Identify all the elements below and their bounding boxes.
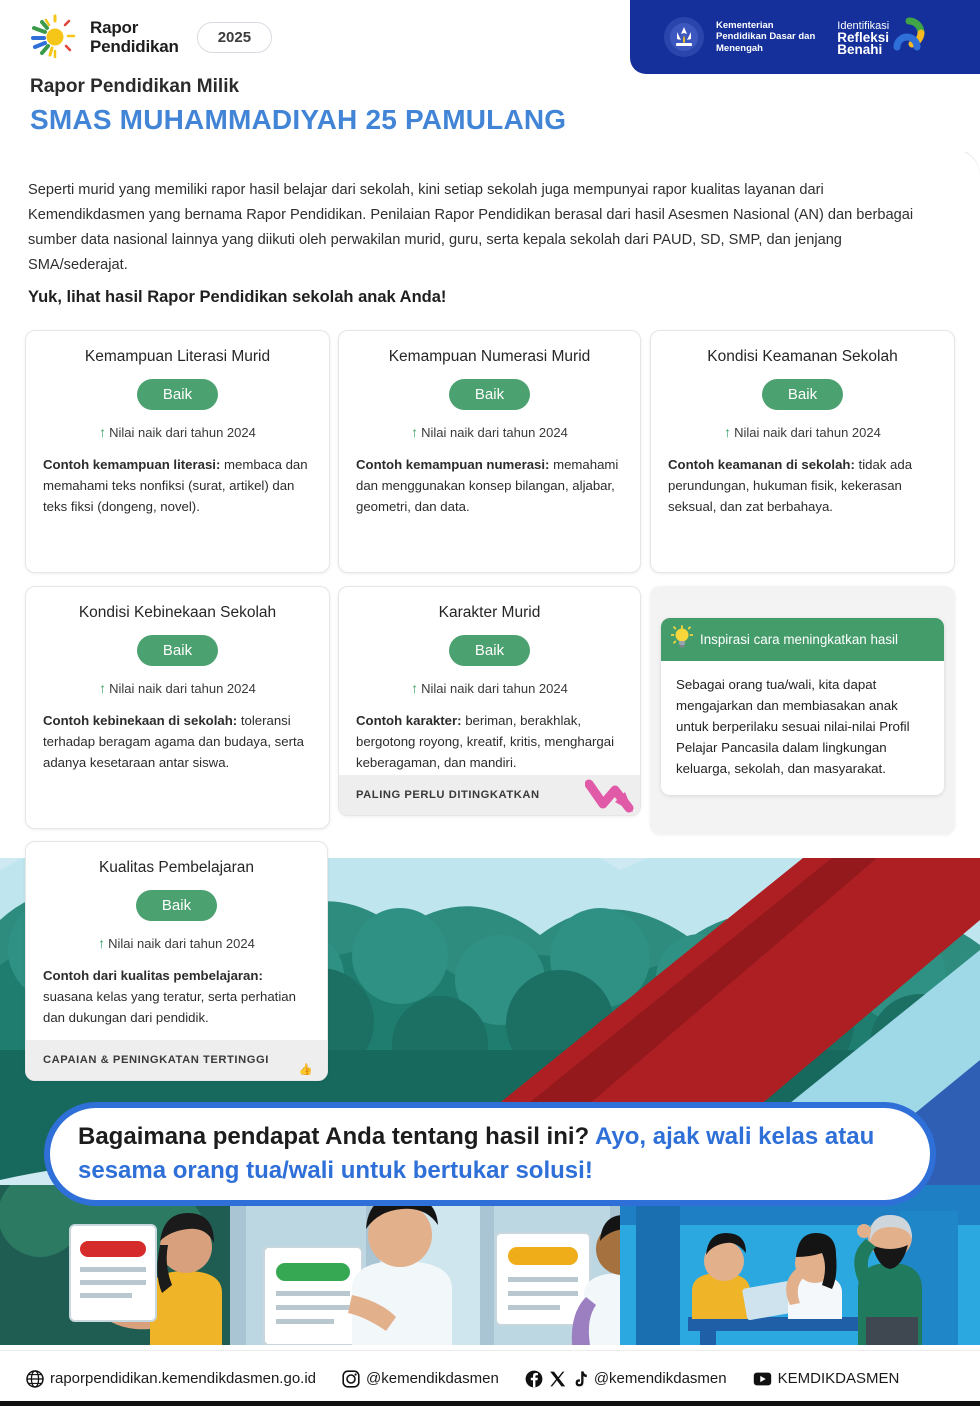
trend-label: Nilai naik dari tahun 2024 [109,681,256,696]
example-label: Contoh kebinekaan di sekolah: [43,713,238,728]
report-card-yellow [496,1233,590,1325]
inspiration-body: Sebagai orang tua/wali, kita dapat mengajarkan dan membiasakan anak untuk berperilaku sesuai nilai-nilai Profil Pelajar Pancasila dalam lingkungan keluarga, sekolah, dan masyarakat. [661,661,944,795]
status-badge: Baik [137,635,218,666]
trend-label: Nilai naik dari tahun 2024 [734,425,881,440]
tut-wuri-handayani-emblem [664,17,704,57]
card-title: Kemampuan Numerasi Murid [388,348,591,365]
trend-row [339,424,640,440]
card-footer-label: CAPAIAN & PENINGKATAN TERTINGGI [43,1054,269,1066]
report-card-red [70,1225,156,1321]
students-and-parents-illustration [0,1185,980,1345]
report-card-green [264,1247,362,1345]
brand-name [90,18,179,56]
indicator-card-literasi[interactable] [25,330,330,573]
indicator-card-keamanan[interactable] [650,330,955,573]
cta-text-highlight: Ayo, ajak wali kelas atau sesama orang tua/wali untuk bertukar solusi! [78,1123,875,1184]
cta-text [78,1120,902,1188]
example-text: memahami dan menggunakan konsep bilangan, aljabar, geometri, dan data. [356,457,619,514]
footer-instagram-label: @kemendikdasmen [366,1370,499,1387]
ministry-line-1: Kementerian [716,19,774,31]
brand-line-2: Pendidikan [90,37,179,56]
example-text: suasana kelas yang teratur, serta perhatian dan dukungan dari pendidik. [43,989,296,1025]
trend-row [339,680,640,696]
badge-wrap [26,635,329,666]
indicator-card-kebinekaan[interactable] [25,586,330,829]
school-name: SMAS MUHAMMADIYAH 25 PAMULANG [30,104,567,135]
card-title: Kualitas Pembelajaran [98,859,255,876]
cta-text-plain: Bagaimana pendapat Anda tentang hasil ini? [78,1123,595,1150]
status-badge: Baik [449,379,530,410]
footer-social-handle: @kemendikdasmen [593,1370,727,1387]
ministry-banner [630,0,980,74]
footer-youtube[interactable] [753,1370,900,1388]
person-teacher-green [854,1215,922,1345]
lightbulb-icon [671,625,693,654]
example-label: Contoh dari kualitas pembelajaran: [43,968,263,983]
irb-program-logo [837,15,926,60]
irb-line-1: Identifikasi [837,19,890,32]
footer-youtube-label: KEMDIKDASMEN [777,1370,900,1387]
arrow-up-icon: ↑ [724,424,732,440]
trend-label: Nilai naik dari tahun 2024 [108,936,255,951]
card-example [43,965,310,1028]
tiktok-icon [572,1370,588,1388]
badge-wrap [651,379,954,410]
irb-line-2: Refleksi [837,30,890,46]
facebook-icon [525,1370,543,1388]
trend-row [26,935,327,951]
intro-cta-heading: Yuk, lihat hasil Rapor Pendidikan sekolah anak Anda! [28,288,447,306]
irb-line-3: Benahi [837,41,883,57]
arrow-up-icon: ↑ [98,935,106,951]
footer-instagram[interactable] [342,1370,499,1388]
example-text: tidak ada perundungan, hukuman fisik, kekerasan seksual, dan zat berbahaya. [668,457,913,514]
card-title: Kondisi Keamanan Sekolah [707,348,898,365]
cta-banner[interactable] [44,1102,936,1206]
example-text: toleransi terhadap beragam agama dan budaya, serta adanya kesetaraan antar siswa. [43,713,305,770]
globe-icon [26,1370,44,1388]
status-badge: Baik [136,890,217,921]
footer-website[interactable] [26,1370,316,1388]
card-title: Kemampuan Literasi Murid [84,348,271,365]
example-text: membaca dan memahami teks nonfiksi (surat, artikel) dan teks fiksi (dongeng, novel). [43,457,308,514]
arrow-up-icon: ↑ [411,424,419,440]
indicator-card-numerasi[interactable] [338,330,641,573]
card-footer-label: PALING PERLU DITINGKATKAN [356,789,540,801]
pink-down-arrow-icon [585,778,641,820]
example-label: Contoh kemampuan literasi: [43,457,221,472]
brand-line-1: Rapor [90,18,139,37]
page-footer [0,1350,980,1406]
example-label: Contoh kemampuan numerasi: [356,457,550,472]
indicator-card-kualitas[interactable] [25,841,328,1081]
bottom-bar [0,1401,980,1406]
example-label: Contoh keamanan di sekolah: [668,457,855,472]
arrow-up-icon: ↑ [99,680,107,696]
people-scene-svg [0,1185,980,1345]
youtube-icon [753,1370,772,1388]
trend-row [651,424,954,440]
cta-inner [50,1108,930,1200]
ministry-line-3: Menengah [716,42,763,54]
brand-row [30,14,272,60]
card-example [43,710,312,773]
card-footer-badge [26,1040,327,1080]
badge-wrap [339,635,640,666]
card-example [356,710,623,773]
ministry-line-2: Pendidikan Dasar dan [716,31,816,43]
card-title: Karakter Murid [438,604,541,621]
example-label: Contoh karakter: [356,713,462,728]
irb-circle-icon [892,15,926,60]
card-title: Kondisi Kebinekaan Sekolah [78,604,277,621]
badge-wrap [26,890,327,921]
inspiration-header-label: Inspirasi cara meningkatkan hasil [700,632,898,647]
example-text: beriman, berakhlak, bergotong royong, kreatif, kritis, menghargai keberagaman, dan mandiri. [356,713,615,770]
arrow-up-icon: ↑ [99,424,107,440]
card-example [43,454,312,517]
sun-rapor-pendidikan-logo [30,14,76,60]
x-twitter-icon [549,1370,566,1388]
trend-row [26,680,329,696]
status-badge: Baik [137,379,218,410]
footer-website-label: raporpendidikan.kemendikdasmen.go.id [50,1370,317,1387]
footer-social-group[interactable] [525,1370,727,1388]
card-example [356,454,623,517]
inspiration-header [661,618,944,661]
trend-label: Nilai naik dari tahun 2024 [421,425,568,440]
inspiration-card [661,618,944,795]
intro-paragraph: Seperti murid yang memiliki rapor hasil belajar dari sekolah, kini setiap sekolah juga mempunyai rapor kualitas layanan dari Kemendikdasmen yang bernama Rapor Pendidikan. Penilaian Rapor Pendidikan berasal dari hasil Asesmen Nasional (AN) dan berbagai sumber data nasional lainnya yang diikuti oleh perwakilan murid, guru, serta kepala sekolah dari PAUD, SD, SMP, dan jenjang SMA/sederajat. [28,182,914,273]
arrow-up-icon: ↑ [411,680,419,696]
ministry-name [716,20,815,55]
status-badge: Baik [449,635,530,666]
trend-row [26,424,329,440]
status-badge: Baik [762,379,843,410]
year-pill[interactable]: 2025 [197,22,272,53]
trend-label: Nilai naik dari tahun 2024 [421,681,568,696]
badge-wrap [26,379,329,410]
trend-label: Nilai naik dari tahun 2024 [109,425,256,440]
thumbs-up-icon: 👍 [298,1063,313,1076]
badge-wrap [339,379,640,410]
card-example [668,454,937,517]
page-subtitle: Rapor Pendidikan Milik [30,76,240,97]
instagram-icon [342,1370,360,1388]
